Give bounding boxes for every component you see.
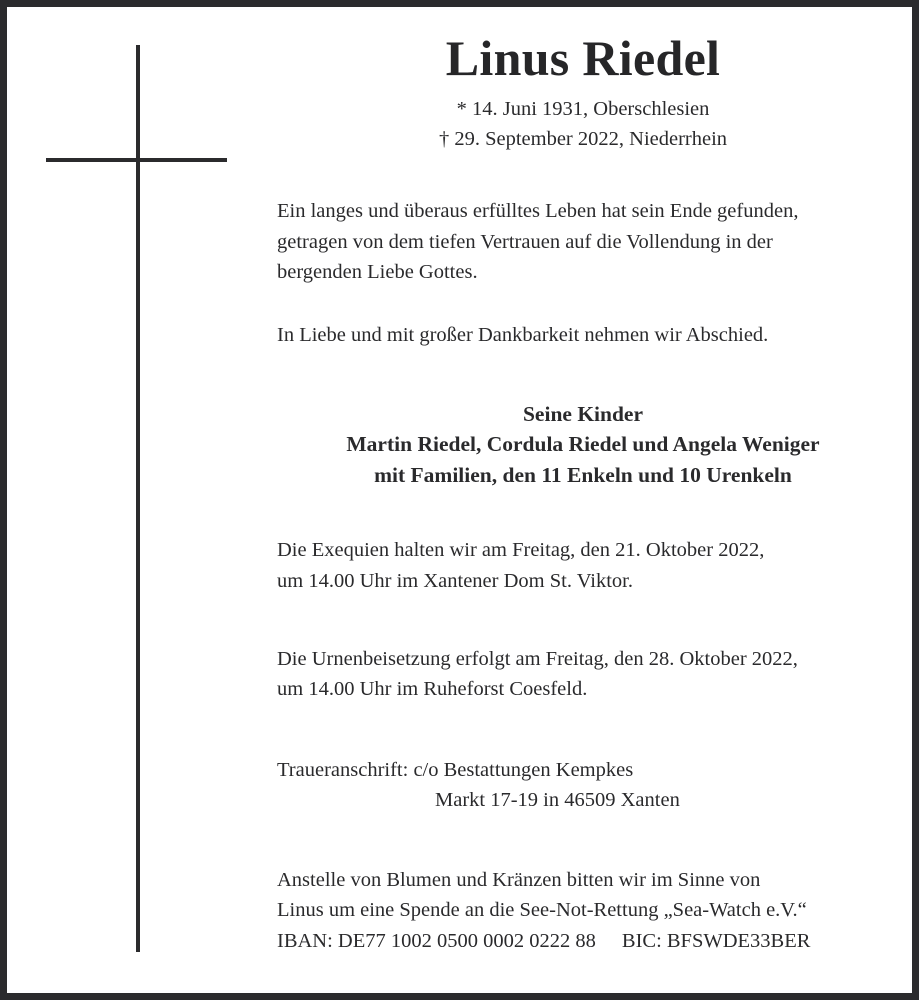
iban-value: IBAN: DE77 1002 0500 0002 0222 88 bbox=[277, 929, 596, 952]
donation-line-2: Linus um eine Spende an die See-Not-Rettung „Sea-Watch e.V.“ bbox=[277, 899, 807, 922]
family-children: Martin Riedel, Cordula Riedel und Angela Weniger bbox=[346, 432, 820, 457]
urn-burial-line-2: um 14.00 Uhr im Ruheforst Coesfeld. bbox=[277, 678, 588, 701]
cross-vertical-stroke bbox=[136, 45, 140, 952]
farewell-line: In Liebe und mit großer Dankbarkeit nehmen wir Abschied. bbox=[277, 324, 769, 347]
deceased-name: Linus Riedel bbox=[445, 30, 721, 86]
intro-line-2: getragen von dem tiefen Vertrauen auf die Vollendung in der bbox=[277, 230, 773, 253]
exequien-paragraph bbox=[277, 535, 889, 596]
family-heading: Seine Kinder bbox=[522, 401, 644, 426]
bic-value: BIC: BFSWDE33BER bbox=[621, 929, 811, 952]
donation-block bbox=[277, 865, 889, 955]
cross-horizontal-stroke bbox=[46, 158, 227, 162]
notice-inner bbox=[7, 7, 912, 993]
family-descendants: mit Familien, den 11 Enkeln und 10 Urenkeln bbox=[374, 462, 792, 487]
urn-burial-paragraph bbox=[277, 644, 889, 705]
latin-cross-icon bbox=[7, 7, 267, 967]
intro-line-1: Ein langes und überaus erfülltes Leben hat sein Ende gefunden, bbox=[277, 200, 799, 223]
address-line-1: Traueranschrift: c/o Bestattungen Kempkes bbox=[277, 758, 634, 781]
intro-line-3: bergenden Liebe Gottes. bbox=[277, 261, 478, 284]
notice-content bbox=[277, 31, 889, 956]
birth-line: * 14. Juni 1931, Oberschlesien bbox=[456, 98, 710, 120]
exequien-line-1: Die Exequien halten wir am Freitag, den 21. Oktober 2022, bbox=[277, 539, 765, 562]
mourning-address bbox=[277, 755, 889, 816]
intro-paragraph bbox=[277, 196, 889, 287]
life-dates bbox=[277, 95, 889, 154]
bank-details-line bbox=[277, 926, 889, 956]
exequien-line-2: um 14.00 Uhr im Xantener Dom St. Viktor. bbox=[277, 569, 633, 592]
donation-line-1: Anstelle von Blumen und Kränzen bitten wir im Sinne von bbox=[277, 869, 761, 892]
address-line-2: Markt 17-19 in 46509 Xanten bbox=[435, 788, 680, 811]
urn-burial-line-1: Die Urnenbeisetzung erfolgt am Freitag, den 28. Oktober 2022, bbox=[277, 647, 798, 670]
family-block bbox=[277, 399, 889, 491]
farewell-paragraph bbox=[277, 320, 889, 350]
death-line: † 29. September 2022, Niederrhein bbox=[438, 127, 728, 150]
